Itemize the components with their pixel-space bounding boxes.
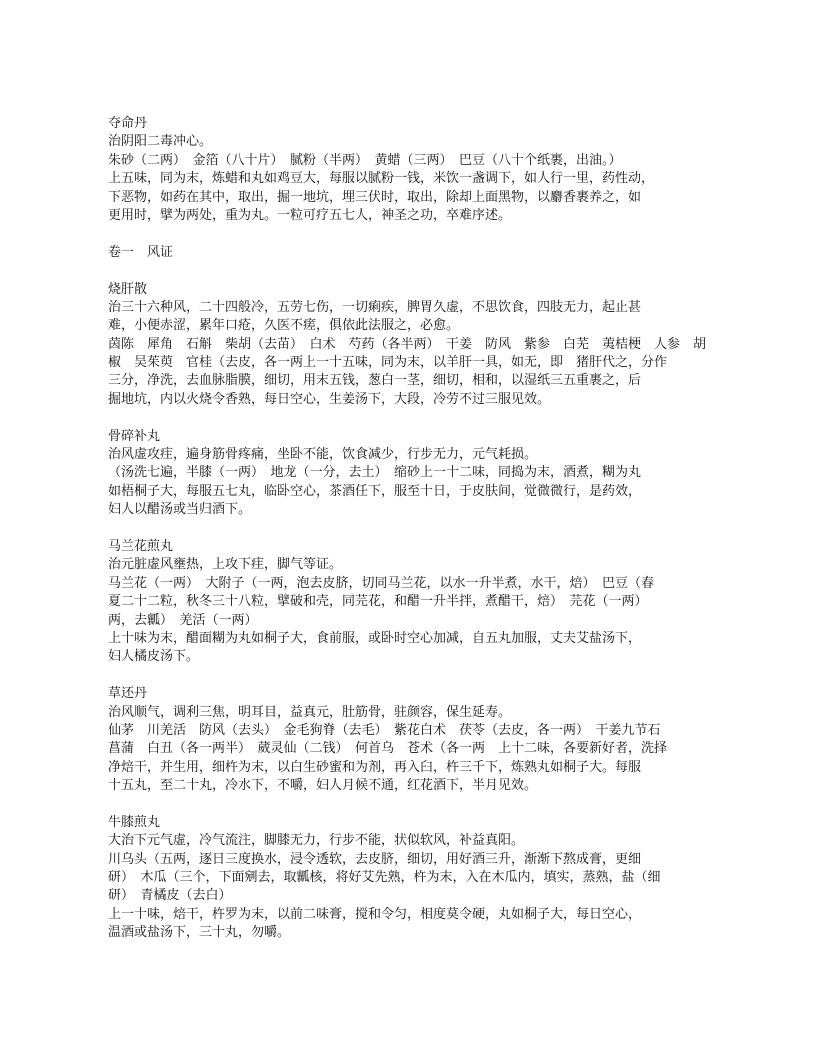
blank-line — [108, 409, 728, 427]
text-line: 研） 木瓜（三个，下面剜去，取瓤核，将好艾先熟，杵为末，入在木瓜内，填实，蒸熟，盐（细 — [108, 870, 661, 886]
text-line: 治元脏虚风壅热，上攻下疰，脚气等证。 — [108, 557, 343, 573]
blank-line — [108, 667, 728, 685]
text-line: 川乌头（五两，逐日三度换水，浸令透软，去皮脐，细切，用好酒三升，渐渐下熬成膏，更细 — [108, 851, 642, 867]
text-line: （汤洗七遍，半膝（一两） 地龙（一分，去土） 缩砂上一十二味，同捣为末，酒煮，糊为丸 — [108, 465, 642, 481]
text-line: 下恶物，如药在其中，取出，掘一地坑，埋三伏时，取出，除却上面黑物，以麝香裹养之，如 — [108, 189, 642, 205]
section-title: 夺命丹 — [108, 116, 148, 131]
section-title: 马兰花煎丸 — [108, 538, 174, 554]
document-page — [108, 115, 728, 943]
blank-line — [108, 262, 728, 280]
recipe-section — [108, 428, 728, 538]
recipe-section — [108, 115, 728, 244]
text-line: 温酒或盐汤下，三十丸，勿嚼。 — [108, 925, 291, 941]
text-line: 治三十六种风，二十四般冷，五劳七伤，一切痢疾，脾胃久虚，不思饮食，四肢无力，起止甚 — [108, 299, 642, 315]
section-title: 草还丹 — [108, 686, 148, 702]
text-line: 朱砂（二两） 金箔（八十片） 腻粉（半两） 黄蜡（三两） 巴豆（八十个纸裹，出油。） — [108, 152, 622, 168]
text-line: 十五丸，至二十丸，冷水下，不嚼，妇人月候不通，红花酒下，半月见效。 — [108, 778, 538, 794]
recipe-section — [108, 538, 728, 685]
text-line: 治风顺气，调利三焦，明耳目，益真元，肚筋骨，驻颜容，保生延寿。 — [108, 704, 512, 720]
section-title: 烧肝散 — [108, 281, 148, 297]
text-line: 上十味为末，醋面糊为丸如桐子大，食前服，或卧时空心加减，自五丸加服，丈夫艾盐汤下， — [108, 630, 642, 646]
text-line: 治风虚攻疰，遍身筋骨疼痛，坐卧不能，饮食减少，行步无力，元气耗损。 — [108, 447, 538, 463]
recipe-section — [108, 685, 728, 814]
text-line: 研） 青橘皮（去白） — [108, 888, 232, 904]
text-line: 椒 吴茱萸 官桂（去皮，各一两上一十五味，同为末，以羊肝一具，如无，即 猪肝代之，分作 — [108, 355, 668, 371]
blank-line — [108, 795, 728, 813]
text-line: 夏二十二粒，秋冬三十八粒，擘破和壳，同芫花，和醋一升半拌，煮醋干，焙） 芫花（一两） — [108, 594, 648, 610]
text-line: 两，去瓤） 羌活（一两） — [108, 612, 258, 628]
text-line: 茵陈 犀角 石斛 柴胡（去苗） 白术 芍药（各半两） 干姜 防风 紫参 白芜 荑桔梗 人参 胡 — [108, 336, 707, 352]
text-line: 净焙干，并生用，细杵为末，以白生砂蜜和为剂，再入臼，杵三千下，炼熟丸如桐子大。每服 — [108, 759, 642, 775]
text-line: 上五味，同为末，炼蜡和丸如鸡豆大，每服以腻粉一钱，米饮一盏调下，如人行一里，药性动， — [108, 171, 655, 187]
section-title: 卷一 风证 — [108, 244, 174, 260]
recipe-section — [108, 814, 728, 943]
text-line: 大治下元气虚，冷气流注，脚膝无力，行步不能，状似软风，补益真阳。 — [108, 833, 525, 849]
text-line: 菖蒲 白丑（各一两半） 葳灵仙（二钱） 何首乌 苍术（各一两 上十二味，各要新好者，洗择 — [108, 741, 668, 757]
text-line: 难，小便赤涩，累年口疮，久医不瘥，俱依此法服之，必愈。 — [108, 318, 460, 334]
blank-line — [108, 520, 728, 538]
text-line: 三分，净洗，去血脉脂膜，细切，用末五钱，葱白一茎，细切，相和，以湿纸三五重裹之，后 — [108, 373, 642, 389]
recipe-section — [108, 281, 728, 428]
text-line: 马兰花（一两） 大附子（一两，泡去皮脐，切同马兰花，以水一升半煮，水干，焙） 巴豆（春 — [108, 575, 655, 591]
section-title: 骨碎补丸 — [108, 428, 161, 444]
text-line: 上一十味，焙干，杵罗为末，以前二味膏，搅和令匀，相度莫令硬，丸如桐子大，每日空心， — [108, 906, 642, 922]
text-line: 更用时，擘为两处，重为丸。一粒可疗五七人，神圣之功，卒难序述。 — [108, 207, 512, 223]
text-line: 仙茅 川羌活 防风（去头） 金毛狗脊（去毛） 紫花白术 茯苓（去皮，各一两） 干姜九节石 — [108, 722, 661, 738]
section-title: 牛膝煎丸 — [108, 814, 161, 830]
recipe-section — [108, 244, 728, 281]
text-line: 治阴阳二毒冲心。 — [108, 134, 213, 150]
text-line: 妇人以醋汤或当归酒下。 — [108, 502, 252, 518]
text-line: 如梧桐子大，每服五七丸，临卧空心，茶酒任下，服至十日，于皮肤间，觉微微行，是药效， — [108, 483, 642, 499]
text-line: 妇人橘皮汤下。 — [108, 649, 200, 665]
text-line: 掘地坑，内以火烧令香熟，每日空心，生姜汤下，大段，冷劳不过三服见效。 — [108, 391, 551, 407]
blank-line — [108, 225, 728, 243]
